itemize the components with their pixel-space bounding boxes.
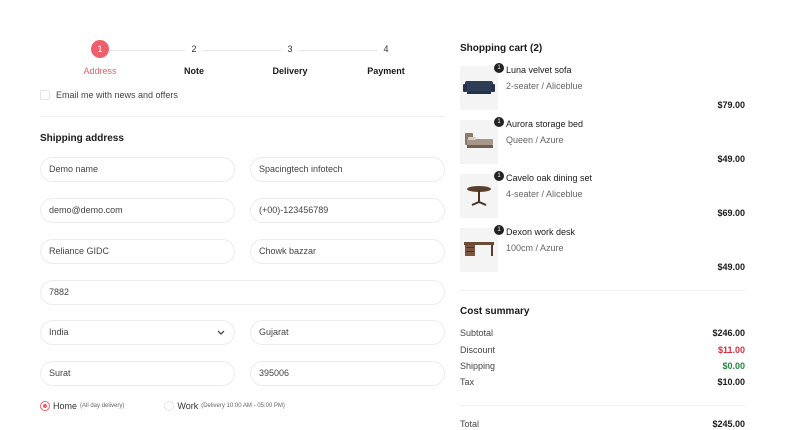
chevron-down-icon <box>217 321 225 353</box>
step-delivery[interactable] <box>245 40 335 76</box>
cart-title: Shopping cart (2) <box>460 43 543 54</box>
product-price: $49.00 <box>717 262 745 272</box>
divider <box>460 405 745 406</box>
email-field[interactable] <box>40 198 235 223</box>
radio-work[interactable] <box>164 401 285 411</box>
product-thumbnail[interactable] <box>460 66 498 110</box>
product-thumbnail[interactable] <box>460 174 498 218</box>
quantity-badge: 1 <box>494 225 504 235</box>
product-variant: 100cm / Azure <box>506 243 564 253</box>
row-value: $246.00 <box>712 328 745 338</box>
cart-item[interactable] <box>460 225 745 279</box>
row-value: $10.00 <box>717 377 745 387</box>
country-select[interactable] <box>40 320 235 345</box>
radio-button[interactable] <box>164 401 174 411</box>
cart-item[interactable] <box>460 117 745 171</box>
field-value: India <box>49 327 69 337</box>
zip-field[interactable] <box>250 361 445 386</box>
row-value: $11.00 <box>717 345 745 355</box>
bed-icon <box>463 130 495 152</box>
newsletter-checkbox[interactable] <box>40 90 50 100</box>
field-value: 7882 <box>49 287 70 297</box>
step-number: 1 <box>91 40 109 58</box>
newsletter-option[interactable] <box>40 90 178 100</box>
row-label: Shipping <box>460 361 496 371</box>
row-value: $245.00 <box>712 419 745 429</box>
row-label: Tax <box>460 377 475 387</box>
product-thumbnail[interactable] <box>460 228 498 272</box>
row-label: Subtotal <box>460 328 494 338</box>
product-variant: 4-seater / Aliceblue <box>506 189 583 199</box>
product-variant: 2-seater / Aliceblue <box>506 81 583 91</box>
field-value: 395006 <box>259 368 290 378</box>
step-payment[interactable] <box>341 40 431 76</box>
step-label: Note <box>184 66 204 76</box>
row-label: Total <box>460 419 480 429</box>
field-value: Spacingtech infotech <box>259 164 343 174</box>
radio-button[interactable] <box>40 401 50 411</box>
step-address[interactable] <box>55 40 145 76</box>
sofa-icon <box>463 76 495 98</box>
product-name[interactable]: Dexon work desk <box>506 227 576 237</box>
name-field[interactable] <box>40 157 235 182</box>
step-label: Address <box>83 66 117 76</box>
city-field[interactable] <box>40 361 235 386</box>
field-value: Chowk bazzar <box>259 246 317 256</box>
quantity-badge: 1 <box>494 171 504 181</box>
step-number: 3 <box>281 40 299 58</box>
step-number: 2 <box>185 40 203 58</box>
cart-item[interactable] <box>460 171 745 225</box>
field-value: Demo name <box>49 164 99 174</box>
newsletter-label: Email me with news and offers <box>56 90 178 100</box>
field-value: (+00)-123456789 <box>259 205 329 215</box>
step-label: Delivery <box>272 66 308 76</box>
field-value: Surat <box>49 368 71 378</box>
product-name[interactable]: Luna velvet sofa <box>506 65 572 75</box>
postcode-field[interactable] <box>40 280 445 305</box>
row-value: $0.00 <box>722 361 745 371</box>
radio-home[interactable] <box>40 401 124 411</box>
row-label: Discount <box>460 345 496 355</box>
product-thumbnail[interactable] <box>460 120 498 164</box>
delivery-type-group <box>40 401 325 411</box>
quantity-badge: 1 <box>494 63 504 73</box>
cart-item[interactable] <box>460 63 745 117</box>
cost-summary-title: Cost summary <box>460 306 530 317</box>
radio-label: Work <box>177 401 199 411</box>
step-label: Payment <box>367 66 405 76</box>
quantity-badge: 1 <box>494 117 504 127</box>
radio-note: (Delivery 10:00 AM - 05:00 PM) <box>201 403 285 409</box>
product-price: $79.00 <box>717 100 745 110</box>
address-line1-field[interactable] <box>40 239 235 264</box>
radio-note: (All day delivery) <box>80 403 125 409</box>
phone-field[interactable] <box>250 198 445 223</box>
step-number: 4 <box>377 40 395 58</box>
state-field[interactable] <box>250 320 445 345</box>
divider <box>40 116 445 117</box>
product-price: $49.00 <box>717 154 745 164</box>
checkout-stepper <box>55 40 439 80</box>
desk-icon <box>463 238 495 260</box>
address-line2-field[interactable] <box>250 239 445 264</box>
company-field[interactable] <box>250 157 445 182</box>
product-name[interactable]: Cavelo oak dining set <box>506 173 593 183</box>
step-note[interactable] <box>149 40 239 76</box>
field-value: demo@demo.com <box>49 205 123 215</box>
table-icon <box>463 184 495 208</box>
product-name[interactable]: Aurora storage bed <box>506 119 584 129</box>
product-price: $69.00 <box>717 208 745 218</box>
shipping-title: Shipping address <box>40 133 124 144</box>
field-value: Gujarat <box>259 327 289 337</box>
divider <box>460 290 745 291</box>
product-variant: Queen / Azure <box>506 135 564 145</box>
field-value: Reliance GIDC <box>49 246 110 256</box>
radio-label: Home <box>53 401 78 411</box>
